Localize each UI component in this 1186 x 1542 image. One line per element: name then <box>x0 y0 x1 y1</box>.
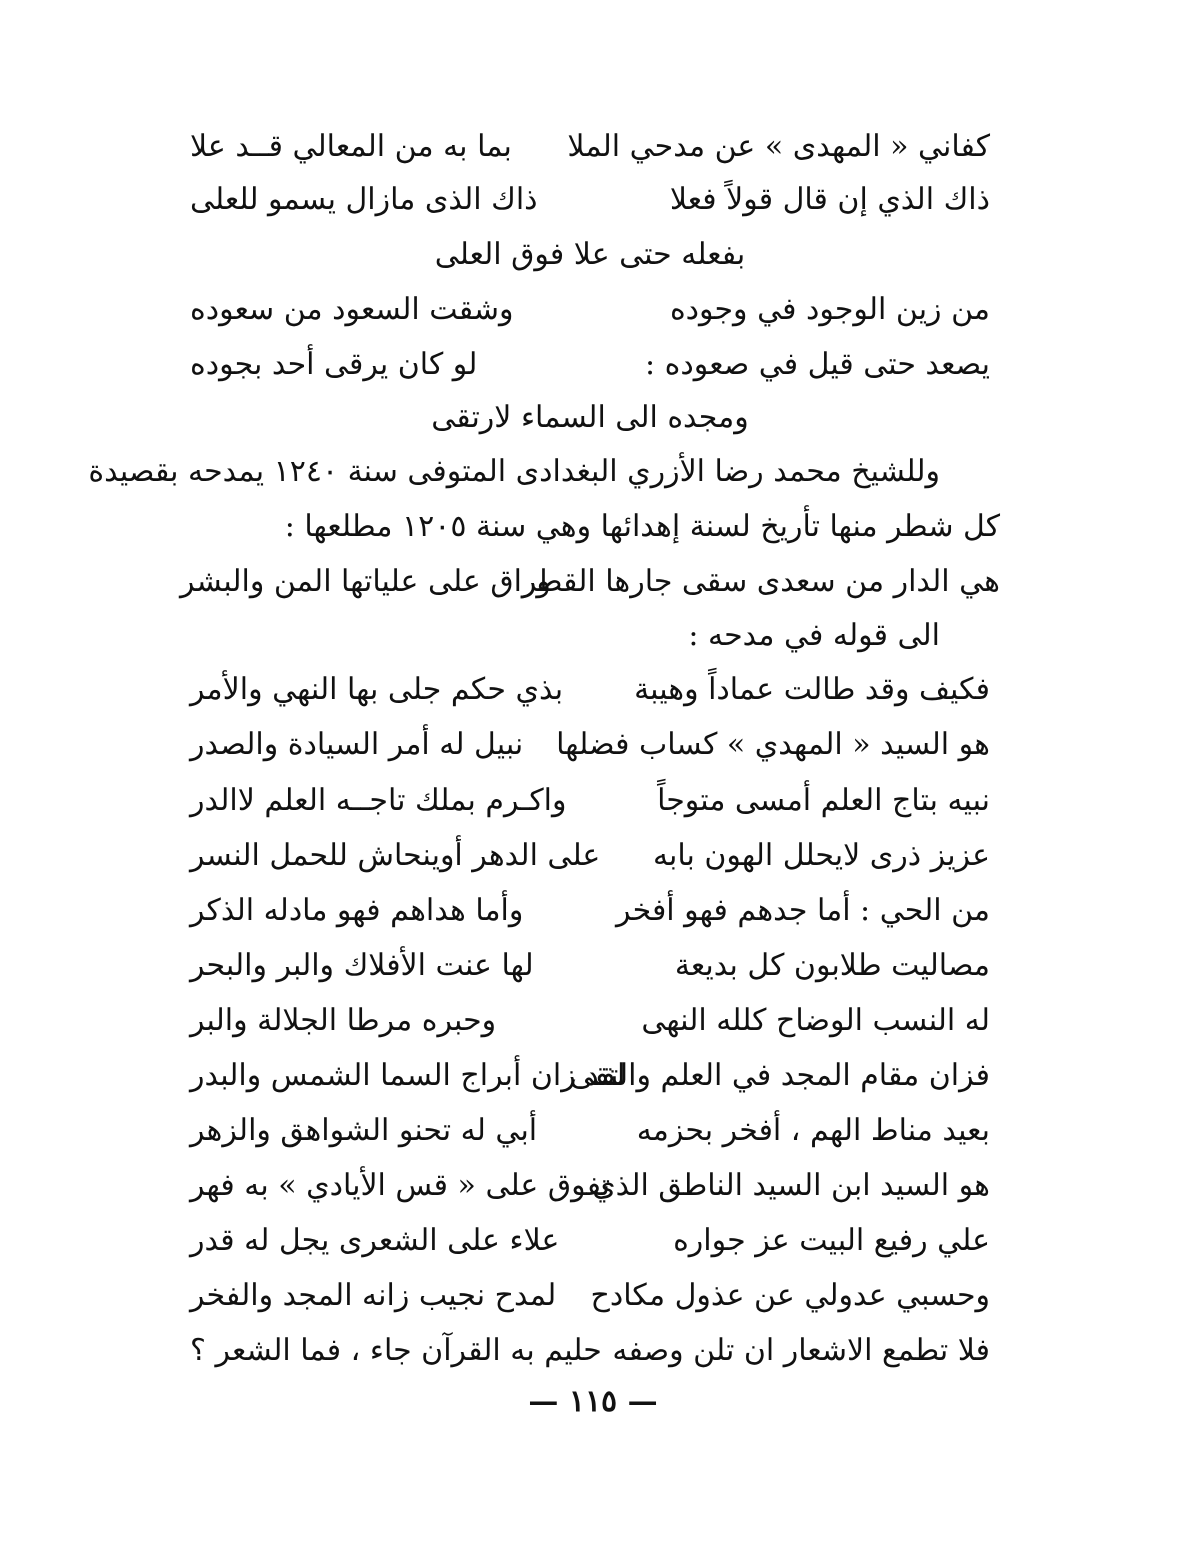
hemistich-second: وراق على علياتها المن والبشر <box>180 564 551 599</box>
hemistich-first: فلا تطمع الاشعار ان تلن وصفه <box>612 1333 990 1368</box>
hemistich-second: نبيل له أمر السيادة والصدر <box>190 727 524 762</box>
verse-row <box>190 1219 990 1263</box>
hemistich-second: وأما هداهم فهو مادله الذكر <box>190 893 524 928</box>
hemistich-second: لقد زان أبراج السما الشمس والبدر <box>190 1058 626 1093</box>
hemistich-second: بما به من المعالي قــد علا <box>190 129 512 164</box>
hemistich-first: عزيز ذرى لايحلل الهون بابه <box>652 838 990 873</box>
verse-row <box>190 1274 990 1318</box>
hemistich-first: له النسب الوضاح كلله النهى <box>641 1003 990 1038</box>
hemistich-first: ذاك الذي إن قال قولاً فعلا <box>669 182 990 217</box>
hemistich-second: ذاك الذى مازال يسمو للعلى <box>190 182 538 217</box>
hemistich-second: أبي له تحنو الشواهق والزهر <box>190 1113 538 1148</box>
poem2-verse-2 <box>190 343 990 387</box>
intro-line-2: كل شطر منها تأريخ لسنة إهدائها وهي سنة ١٢٠٥ مطلعها : <box>284 509 1000 544</box>
verse-row <box>190 944 990 988</box>
opening-verse <box>180 560 1000 604</box>
hemistich-first: يصعد حتى قيل في صعوده : <box>645 347 990 382</box>
hemistich-first: كفاني « المهدى » عن مدحي الملا <box>567 129 990 164</box>
hemistich-first: هو السيد ابن السيد الناطق الذي <box>592 1168 990 1203</box>
hemistich-first: نبيه بتاج العلم أمسى متوجاً <box>657 783 990 818</box>
hemistich-first: من الحي : أما جدهم فهو أفخر <box>616 893 990 928</box>
hemistich-second: لمدح نجيب زانه المجد والفخر <box>190 1278 557 1313</box>
hemistich-second: وشقت السعود من سعوده <box>190 292 514 327</box>
hemistich-second: وحبره مرطا الجلالة والبر <box>190 1003 497 1038</box>
hemistich-second: واكـرم بملك تاجــه العلم لاالدر <box>190 783 567 818</box>
hemistich-second: حليم به القرآن جاء ، فما الشعر ؟ <box>190 1333 602 1368</box>
hemistich-first: علي رفيع البيت عز جواره <box>673 1223 990 1258</box>
poem1-verse-1 <box>190 125 990 169</box>
verse-row <box>190 668 990 712</box>
hemistich-second: علاء على الشعرى يجل له قدر <box>190 1223 560 1258</box>
poem1-verse-2 <box>190 178 990 222</box>
intro-line-1: وللشيخ محمد رضا الأزري البغدادى المتوفى سنة ١٢٤٠ يمدحه بقصيدة <box>88 454 940 489</box>
hemistich-second: لها عنت الأفلاك والبر والبحر <box>190 948 534 983</box>
hemistich-first: فزان مقام المجد في العلم والتقى <box>569 1058 990 1093</box>
hemistich-second: بذي حكم جلى بها النهي والأمر <box>190 672 564 707</box>
verse-row <box>190 834 990 878</box>
hemistich-first: فكيف وقد طالت عماداً وهيبة <box>634 672 990 707</box>
poem2-verse-1 <box>190 288 990 332</box>
verse-row <box>190 1329 990 1373</box>
verse-row <box>190 999 990 1043</box>
poem1-verse-3: بفعله حتى علا فوق العلى <box>434 237 746 272</box>
hemistich-first: هي الدار من سعدى سقى جارها القطر <box>521 564 1000 599</box>
verse-row <box>190 723 990 767</box>
transition-line: الى قوله في مدحه : <box>688 618 940 653</box>
hemistich-second: لو كان يرقى أحد بجوده <box>190 347 478 382</box>
verse-row <box>190 1164 990 1208</box>
hemistich-first: بعيد مناط الهم ، أفخر بحزمه <box>636 1113 990 1148</box>
poem2-verse-3: ومجده الى السماء لارتقى <box>431 400 749 435</box>
verse-row <box>190 779 990 823</box>
hemistich-first: من زين الوجود في وجوده <box>669 292 990 327</box>
hemistich-first: هو السيد « المهدي » كساب فضلها <box>556 727 990 762</box>
verse-row <box>190 1109 990 1153</box>
page-number: — ١١٥ — <box>528 1384 658 1419</box>
hemistich-first: وحسبي عدولي عن عذول مكادح <box>590 1278 990 1313</box>
hemistich-first: مصاليت طلابون كل بديعة <box>674 948 990 983</box>
hemistich-second: على الدهر أوينحاش للحمل النسر <box>190 838 601 873</box>
hemistich-second: تفوق على « قس الأيادي » به فهر <box>190 1168 611 1203</box>
verse-row <box>190 889 990 933</box>
verse-row <box>190 1054 990 1098</box>
